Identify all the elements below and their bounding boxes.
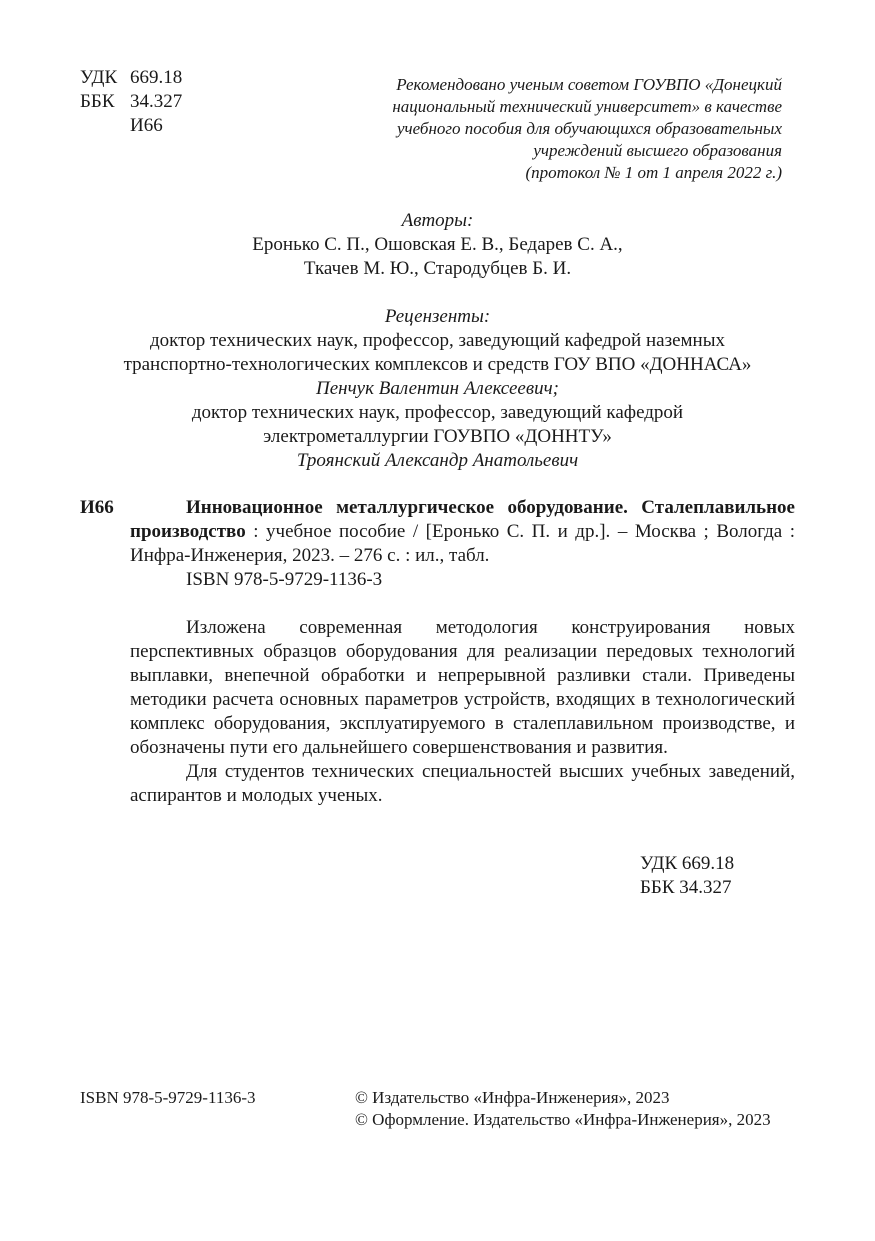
bottom-udk: УДК 669.18 <box>640 853 735 874</box>
reviewers-section <box>80 305 795 473</box>
abstract-paragraph-1: Изложена современная методология конструирования новых перспективных образцов оборудования для реализации передовых технологий выплавки, внепечной обработки и непрерывной разливки стали. Приведены методики расчета основных параметров устройств, входящих в технологический комплекс оборудования, эксплуатируемого в сталеплавильном производстве, и обозначены пути его дальнейшего совершенствования и развития. <box>130 617 795 758</box>
reviewer-2-name: Троянский Александр Анатольевич <box>296 450 579 471</box>
udk-value: 669.18 <box>130 67 183 88</box>
footer-isbn: ISBN 978-5-9729-1136-3 <box>80 1088 256 1107</box>
recommendation-line: Рекомендовано ученым советом ГОУВПО «Донецкий <box>396 75 782 94</box>
bottom-index <box>640 852 792 900</box>
recommendation-line: (протокол № 1 от 1 апреля 2022 г.) <box>525 163 782 182</box>
catalog-entry <box>80 496 795 592</box>
reviewers-heading: Рецензенты: <box>384 306 491 327</box>
author-mark: И66 <box>130 115 163 136</box>
book-details: : учебное пособие / [Еронько С. П. и др.]. – Москва ; Вологда : Инфра-Инженерия, 2023. – 276 с. : ил., табл. <box>130 521 795 566</box>
reviewer-2-line: электрометаллургии ГОУВПО «ДОННТУ» <box>263 426 612 447</box>
authors-heading: Авторы: <box>401 210 474 231</box>
reviewer-1-line: транспортно-технологических комплексов и средств ГОУ ВПО «ДОННАСА» <box>123 354 752 375</box>
catalog-description <box>130 496 795 568</box>
recommendation-line: учреждений высшего образования <box>533 141 782 160</box>
classification-block <box>80 66 220 138</box>
copyright-block <box>355 1087 805 1131</box>
authors-section <box>80 209 795 281</box>
reviewer-2-line: доктор технических наук, профессор, заведующий кафедрой <box>191 402 684 423</box>
catalog-isbn: ISBN 978-5-9729-1136-3 <box>186 569 383 590</box>
author-mark-row <box>80 114 220 138</box>
book-title: Инновационное металлургическое оборудование. Сталеплавильное производство <box>130 497 795 542</box>
authors-line: Еронько С. П., Ошовская Е. В., Бедарев С. А., <box>252 234 623 255</box>
bottom-bbk: ББК 34.327 <box>640 877 732 898</box>
recommendation-note <box>330 74 782 184</box>
udk-row <box>80 66 220 90</box>
catalog-code: И66 <box>80 497 114 518</box>
udk-label: УДК <box>80 67 118 88</box>
reviewer-1-name: Пенчук Валентин Алексеевич; <box>316 378 559 399</box>
copyright-line: © Издательство «Инфра-Инженерия», 2023 <box>355 1088 670 1107</box>
bbk-value: 34.327 <box>130 91 183 112</box>
abstract <box>130 616 795 808</box>
authors-line: Ткачев М. Ю., Стародубцев Б. И. <box>303 258 572 279</box>
recommendation-line: национальный технический университет» в качестве <box>392 97 782 116</box>
bbk-label: ББК <box>80 91 115 112</box>
recommendation-line: учебного пособия для обучающихся образовательных <box>396 119 782 138</box>
abstract-paragraph-2: Для студентов технических специальностей высших учебных заведений, аспирантов и молодых ученых. <box>130 761 795 806</box>
reviewer-1-line: доктор технических наук, профессор, заведующий кафедрой наземных <box>150 330 725 351</box>
copyright-line: © Оформление. Издательство «Инфра-Инженерия», 2023 <box>355 1110 771 1129</box>
bbk-row <box>80 90 220 114</box>
